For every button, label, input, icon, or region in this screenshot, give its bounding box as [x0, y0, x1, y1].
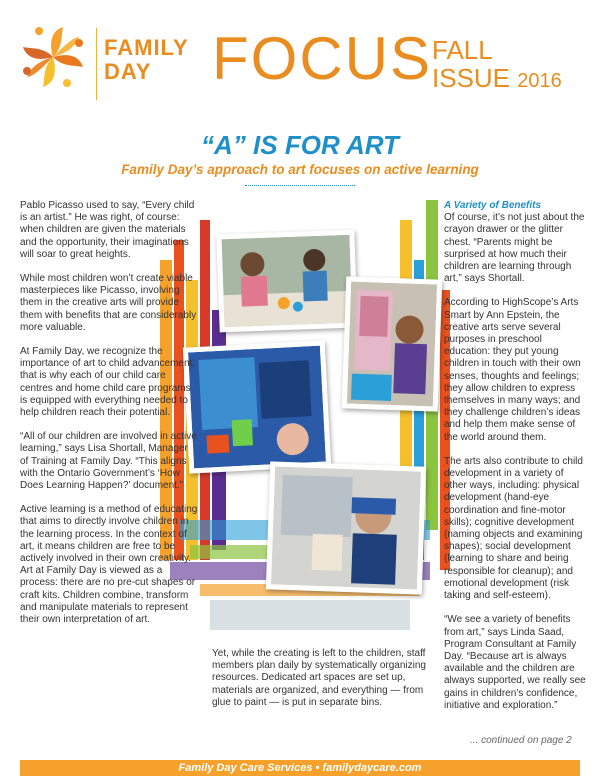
paragraph: Yet, while the creating is left to the children, staff members plan daily by systematically organizing resources. Dedicated art spaces are set up, materials are organized, and everything — from glue to paint — is put in separate bins. — [212, 648, 426, 708]
photo-boy-painting-wall — [266, 461, 426, 594]
photo-window-painting — [183, 340, 331, 473]
subhead-rule — [245, 185, 355, 188]
continued-note: ... continued on page 2 — [470, 735, 572, 746]
footer-bar: Family Day Care Services • familydaycare.com — [20, 760, 580, 776]
article-middle-column — [212, 648, 436, 721]
photo-easel-painting — [342, 276, 443, 411]
paragraph: While most children won’t create viable masterpieces like Picasso, involving them in the creative arts will provide them with benefits that are considerably more valuable. — [20, 273, 197, 333]
article-left-column — [20, 200, 198, 638]
newsletter-title: FOCUS — [212, 25, 432, 92]
photo-collage — [158, 196, 454, 648]
photo-children-painting-table — [216, 230, 357, 333]
issue-label — [432, 36, 562, 95]
paragraph: The arts also contribute to child development in a variety of other ways, including: physical development (hand-eye coordination and fine-motor skills); cognitive development (naming objects and examining shapes); social development (learning to share and being responsible for cleanup); and emotional development (risk taking and self-esteem). — [444, 455, 583, 602]
family-day-logo — [18, 22, 88, 92]
issue-year: 2016 — [517, 70, 562, 92]
brand-line-2: DAY — [104, 59, 152, 84]
article-right-column — [444, 200, 586, 724]
paragraph: According to HighScope’s Arts Smart by Ann Epstein, the creative arts serve several purposes in preschool education: they put young children in touch with their own senses, thoughts and feelings; they allow children to express themselves in many ways; and they challenge children’s ideas and help them make sense of the world around them. — [444, 297, 581, 443]
brand-line-1: FAMILY — [104, 35, 189, 60]
article-headline: “A” IS FOR ART — [201, 130, 399, 160]
section-kicker: A Variety of Benefits — [444, 200, 542, 211]
paragraph: “All of our children are involved in active learning,” says Lisa Shortall, Manager of Training at Family Day. “This aligns with the Ontario Government’s ‘How Does Learning Happen?’ document.” — [20, 431, 197, 492]
article-subhead: Family Day’s approach to art focuses on active learning — [121, 162, 479, 177]
brand-name — [104, 36, 189, 84]
paragraph: Pablo Picasso used to say, “Every child is an artist.” He was right, of course: when children are given the materials and the opportunity, their imaginations will soar to great heights. — [20, 200, 195, 260]
paragraph: “We see a variety of benefits from art,” says Linda Saad, Program Consultant at Family Day. “Because art is always available and the children are always supported, we really see gains in children’s confidence, initiative and exploration.” — [444, 614, 586, 711]
paragraph: At Family Day, we recognize the importance of art to child advancement; that is why each of our child care centres and home child care programs is equipped with everything needed to help children reach their potential. — [20, 346, 196, 419]
masthead-divider — [96, 28, 97, 100]
issue-season: FALL — [432, 35, 493, 65]
masthead — [0, 0, 600, 110]
paragraph: Of course, it’s not just about the crayon drawer or the glitter chest. “Parents might be surprised at how much their children are learning through art,” says Shortall. — [444, 212, 585, 285]
paragraph: Active learning is a method of educating that aims to directly involve children in the learning process. In the context of art, it means children are free to be actively involved in their own creativity. Art at Family Day is viewed as a process: there are no pre-cut shapes or craft kits. Children combine, transform and manipulate materials to represent their own interpretation of art. — [20, 504, 198, 626]
issue-word: ISSUE — [432, 63, 511, 93]
